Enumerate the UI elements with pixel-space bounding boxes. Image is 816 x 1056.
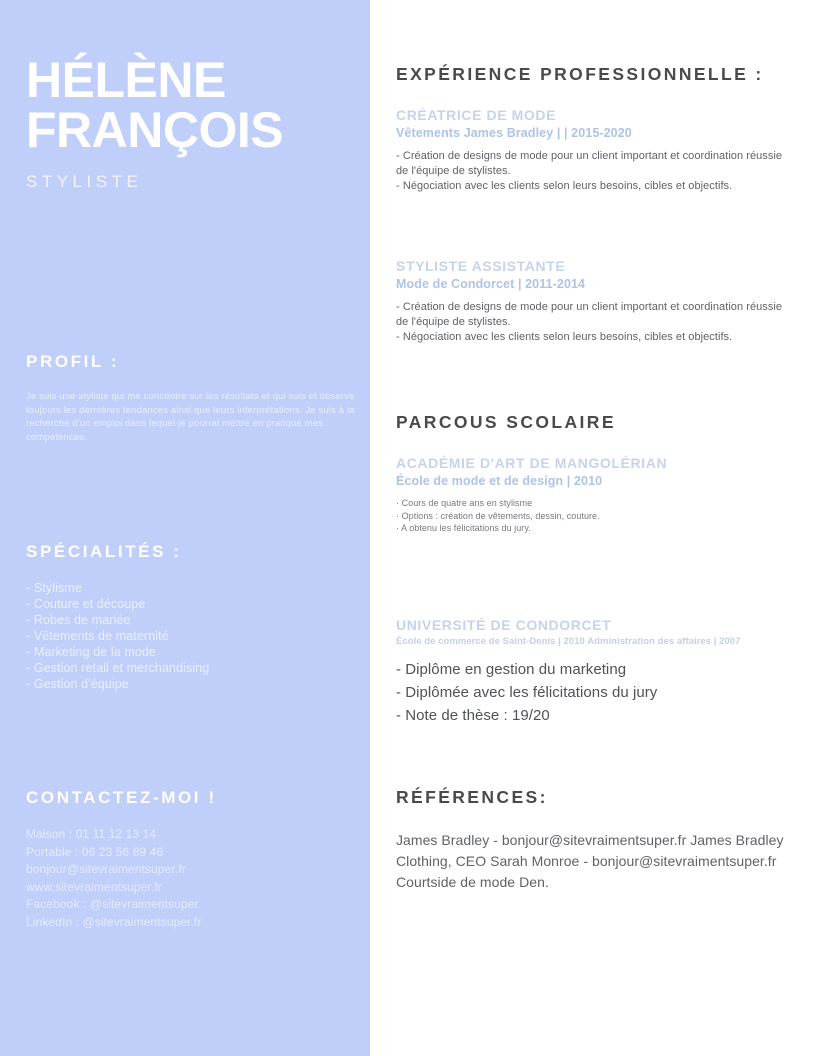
list-item: - Gestion d'équipe [26, 677, 129, 691]
entry-title: UNIVERSITÉ DE CONDORCET [396, 616, 612, 633]
education-section [396, 412, 786, 731]
text-line: - Négociation avec les clients selon leurs besoins, cibles et objectifs. [396, 331, 733, 343]
list-item: - Stylisme [26, 581, 82, 595]
profile-text: Je suis une styliste qui me concentre sur les résultats et qui suis et observe toujours les dernières tendances ainsi que leurs interprétations. Je suis à la recherche d'un emploi dans lequel je pourrai mettre en pratique mes compétences. [26, 391, 355, 443]
name-block [26, 52, 356, 192]
entry-body [396, 300, 786, 345]
text-line: - Négociation avec les clients selon leurs besoins, cibles et objectifs. [396, 180, 733, 192]
experience-entry [396, 107, 786, 194]
education-entry [396, 455, 786, 535]
first-name: HÉLÈNE [26, 52, 226, 108]
education-entry [396, 617, 786, 727]
experience-section [396, 64, 786, 349]
entry-subtitle: Vêtements James Bradley | | 2015-2020 [396, 126, 632, 140]
entry-title: CRÉATRICE DE MODE [396, 107, 557, 123]
entry-subtitle: École de commerce de Saint-Denis | 2010 Administration des affaires | 2007 [396, 635, 741, 647]
contact-heading: CONTACTEZ-MOI ! [26, 788, 217, 807]
list-item: www.sitevraimentsuper.fr [26, 879, 162, 894]
list-item: - Robes de mariée [26, 613, 131, 627]
sidebar [0, 0, 370, 1056]
text-line: - Diplômée avec les félicitations du jury [396, 683, 658, 701]
references-heading: RÉFÉRENCES: [396, 787, 548, 807]
list-item: Facebook : @sitevraimentsuper [26, 897, 199, 911]
list-item: Maison : 01 11 12 13 14 [26, 827, 157, 841]
spacer [396, 198, 786, 258]
specialties-section [26, 542, 356, 692]
entry-subtitle: Mode de Condorcet | 2011-2014 [396, 277, 586, 291]
job-role: STYLISTE [26, 172, 143, 191]
spacer [396, 539, 786, 617]
list-item: LinkedIn : @sitevraimentsuper.fr [26, 914, 202, 929]
entry-body [396, 497, 786, 535]
references-section [396, 787, 786, 893]
profile-heading: PROFIL : [26, 352, 120, 371]
list-item: - Gestion retail et merchandising [26, 661, 210, 675]
text-line: - Note de thèse : 19/20 [396, 706, 550, 724]
text-line: - Diplôme en gestion du marketing [396, 660, 627, 678]
text-line: · Cours de quatre ans en stylisme [396, 498, 533, 508]
list-item: - Marketing de la mode [26, 645, 157, 659]
list-item: bonjour@sitevraimentsuper.fr [26, 862, 186, 876]
text-line: · A obtenu les félicitations du jury. [396, 523, 531, 533]
experience-heading: EXPÉRIENCE PROFESSIONNELLE : [396, 64, 764, 84]
contact-section [26, 788, 356, 931]
main-column [396, 0, 792, 1056]
text-line: - Création de designs de mode pour un client important et coordination réussie de l'équipe de stylistes. [396, 301, 783, 328]
entry-body [396, 149, 786, 194]
entry-body [396, 658, 786, 727]
list-item: - Vêtements de maternité [26, 629, 169, 643]
list-item: Portable : 06 23 56 89 46 [26, 844, 164, 859]
last-name: FRANÇOIS [26, 102, 284, 158]
text-line: - Création de designs de mode pour un client important et coordination réussie de l'équipe de stylistes. [396, 150, 783, 177]
entry-title: STYLISTE ASSISTANTE [396, 258, 566, 274]
specialties-heading: SPÉCIALITÉS : [26, 542, 182, 561]
specialties-list [26, 580, 356, 692]
entry-title: ACADÉMIE D'ART DE MANGOLÉRIAN [396, 455, 668, 471]
text-line: · Options : création de vêtements, dessin, couture. [396, 510, 600, 521]
list-item: - Couture et découpe [26, 597, 146, 611]
education-heading: PARCOUS SCOLAIRE [396, 412, 616, 432]
references-text: James Bradley - bonjour@sitevraimentsuper.fr James Bradley Clothing, CEO Sarah Monroe - bonjour@sitevraimentsuper.fr Courtside de mode Den. [396, 832, 784, 890]
profile-section [26, 352, 356, 444]
contact-list[interactable] [26, 826, 356, 931]
entry-subtitle: École de mode et de design | 2010 [396, 474, 603, 488]
experience-entry [396, 258, 786, 345]
